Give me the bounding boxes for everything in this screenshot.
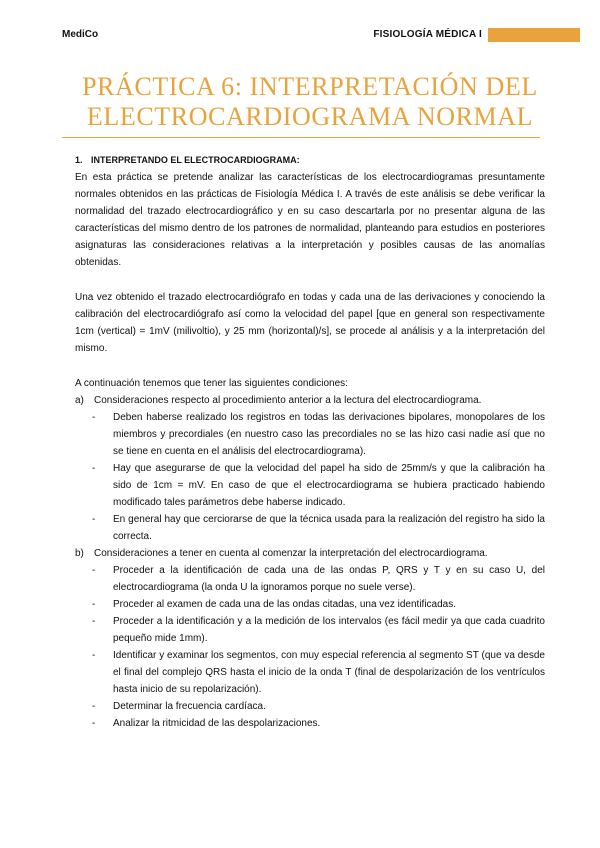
dash-marker: - (92, 412, 96, 423)
dash-marker: - (92, 599, 96, 610)
section-heading (75, 152, 545, 168)
header-accent-bar (488, 28, 580, 42)
list-item: - Analizar la ritmicidad de las despolarizaciones. (92, 715, 545, 732)
paragraph-calibration: Una vez obtenido el trazado electrocardiógrafo en todas y cada una de las derivaciones y conociendo la calibración del electrocardiógrafo así como la velocidad del papel [que en general son respectivamente 1cm (vertical) = 1mV (milivoltio), y 25 mm (horizontal)/s], se procede al análisis y a la interpretación del mismo. (75, 292, 545, 354)
list-item: - Proceder a la identificación y a la medición de los intervalos (es fácil medir ya que cada cuadrito pequeño mide 1mm). (92, 613, 545, 647)
list-item-text: Consideraciones a tener en cuenta al comenzar la interpretación del electrocardiograma. (94, 548, 488, 559)
title-divider (62, 137, 540, 138)
section-number: 1. (75, 155, 83, 165)
section-heading-text: INTERPRETANDO EL ELECTROCARDIOGRAMA: (91, 155, 300, 165)
conditions-intro: A continuación tenemos que tener las siguientes condiciones: (75, 378, 348, 389)
title-line-2: ELECTROCARDIOGRAMA NORMAL (86, 102, 534, 131)
list-item: - En general hay que cerciorarse de que la técnica usada para la realización del registro ha sido la correcta. (92, 511, 545, 545)
list-item: - Identificar y examinar los segmentos, con muy especial referencia al segmento ST (que va desde el final del complejo QRS hasta el inicio de la onda T (final de despolarización de los ventrículos hasta inicio de su repolarización). (92, 647, 545, 698)
list-item-b (75, 545, 545, 562)
list-item-text: Consideraciones respecto al procedimiento anterior a la lectura del electrocardiograma. (94, 395, 482, 406)
document-body (75, 152, 545, 732)
page-title (60, 72, 560, 132)
brand-name: MediCo (62, 29, 99, 40)
sublist-b (75, 562, 545, 732)
list-marker: a) (75, 395, 84, 406)
list-item: - Proceder a la identificación de cada una de las ondas P, QRS y T y en su caso U, del electrocardiograma (la onda U la ignoramos porque no suele verse). (92, 562, 545, 596)
list-item: - Proceder al examen de cada una de las ondas citadas, una vez identificadas. (92, 596, 545, 613)
page-header (62, 28, 580, 44)
list-item: - Determinar la frecuencia cardíaca. (92, 698, 545, 715)
dash-marker: - (92, 718, 96, 729)
sublist-a (75, 409, 545, 545)
list-item: - Deben haberse realizado los registros en todas las derivaciones bipolares, monopolares de los miembros y precordiales (en nuestro caso las precordiales no se las hizo casi nadie así que no se tiene en cuenta en el análisis del electrocardiograma). (92, 409, 545, 460)
list-marker: b) (75, 548, 84, 559)
dash-marker: - (92, 650, 96, 661)
paragraph-intro: En esta práctica se pretende analizar las características de los electrocardiogramas presuntamente normales obtenidos en las prácticas de Fisiología Médica I. A través de este análisis se debe verificar la normalidad del trazado electrocardiográfico y en su caso descartarla por no presentar alguna de las características del mismo dentro de los patrones de normalidad, planteando para estudios en posteriores asignaturas las consideraciones relativas a la interpretación y posibles causas de las anomalías obtenidas. (75, 172, 545, 268)
list-item: - Hay que asegurarse de que la velocidad del papel ha sido de 25mm/s y que la calibración ha sido de 1cm = mV. En caso de que el electrocardiograma se hubiera practicado habiendo modificado tales parámetros debe haberse indicado. (92, 460, 545, 511)
title-line-1: PRÁCTICA 6: INTERPRETACIÓN DEL (82, 72, 538, 101)
dash-marker: - (92, 701, 96, 712)
dash-marker: - (92, 514, 96, 525)
list-item-a (75, 392, 545, 409)
dash-marker: - (92, 616, 96, 627)
dash-marker: - (92, 565, 96, 576)
dash-marker: - (92, 463, 96, 474)
course-name: FISIOLOGÍA MÉDICA I (373, 29, 482, 40)
